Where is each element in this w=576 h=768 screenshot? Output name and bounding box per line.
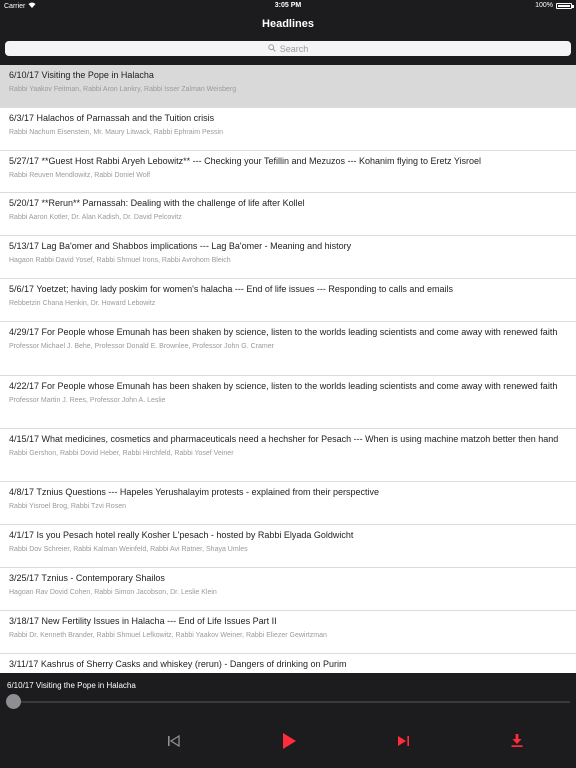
battery-percent: 100% <box>535 2 553 9</box>
list-item[interactable] <box>0 429 576 482</box>
item-title: 6/3/17 Halachos of Parnassah and the Tuition crisis <box>9 113 215 123</box>
previous-track-button[interactable] <box>165 735 181 751</box>
now-playing-title: 6/10/17 Visiting the Pope in Halacha <box>7 681 136 690</box>
item-speakers: Rabbi Dov Schreier, Rabbi Kalman Weinfeld, Rabbi Avi Ratner, Shaya Umles <box>9 546 248 553</box>
list-item[interactable] <box>0 568 576 611</box>
next-track-button[interactable] <box>395 735 411 751</box>
item-title: 3/25/17 Tznius - Contemporary Shailos <box>9 573 165 583</box>
play-button[interactable] <box>280 735 298 751</box>
item-speakers: Rabbi Aaron Kotler, Dr. Alan Kadish, Dr. David Pelcovitz <box>9 214 182 221</box>
list-item[interactable] <box>0 322 576 376</box>
item-title: 5/13/17 Lag Ba'omer and Shabbos implications --- Lag Ba'omer - Meaning and history <box>9 241 352 251</box>
item-speakers: Rabbi Dr. Kenneth Brander, Rabbi Shmuel Lefkowitz, Rabbi Yaakov Weiner, Rabbi Eliezer Gewirtzman <box>9 632 327 639</box>
battery-icon <box>556 3 572 9</box>
carrier-label: Carrier <box>4 2 26 10</box>
item-speakers: Rabbi Gershon, Rabbi Dovid Heber, Rabbi Hirchfeld, Rabbi Yosef Veiner <box>9 450 234 457</box>
list-item[interactable] <box>0 611 576 654</box>
skip-forward-icon <box>397 734 410 752</box>
navigation-bar <box>0 12 576 65</box>
page-title: Headlines <box>262 18 314 30</box>
list-item[interactable] <box>0 193 576 236</box>
item-title: 5/20/17 **Rerun** Parnassah: Dealing with the challenge of life after Kollel <box>9 198 305 208</box>
search-placeholder: Search <box>279 43 309 54</box>
list-item[interactable] <box>0 236 576 279</box>
skip-back-icon <box>167 734 180 752</box>
progress-track[interactable] <box>14 701 570 703</box>
item-title: 4/22/17 For People whose Emunah has been shaken by science, listen to the worlds leading scientists and come away with renewed faith <box>9 381 558 391</box>
list-item[interactable] <box>0 108 576 151</box>
item-speakers: Hagaon Rabbi David Yosef, Rabbi Shmuel Irons, Rabbi Avrohom Bleich <box>9 257 231 264</box>
item-title: 5/6/17 Yoetzet; having lady poskim for women's halacha --- End of life issues --- Responding to calls and emails <box>9 284 453 294</box>
item-title: 4/1/17 Is you Pesach hotel really Kosher L'pesach - hosted by Rabbi Elyada Goldwicht <box>9 530 354 540</box>
download-icon <box>511 734 523 752</box>
progress-slider-thumb[interactable] <box>6 694 21 709</box>
item-title: 6/10/17 Visiting the Pope in Halacha <box>9 70 154 80</box>
item-title: 3/18/17 New Fertility Issues in Halacha --- End of Life Issues Part II <box>9 616 277 626</box>
list-item[interactable] <box>0 65 576 108</box>
list-item[interactable] <box>0 525 576 568</box>
status-time: 3:05 PM <box>274 2 302 9</box>
item-speakers: Rabbi Yaakov Feitman, Rabbi Aron Lankry, Rabbi Isser Zalman Weisberg <box>9 86 237 93</box>
headline-list[interactable] <box>0 65 576 673</box>
item-speakers: Hagoan Rav Dovid Cohen, Rabbi Simon Jacobson, Dr. Leslie Klein <box>9 589 217 596</box>
item-speakers: Rebbetzin Chana Henkin, Dr. Howard Lebowitz <box>9 300 156 307</box>
item-speakers: Rabbi Yisroel Brog, Rabbi Tzvi Rosen <box>9 503 126 510</box>
audio-player <box>0 673 576 768</box>
item-speakers: Professor Michael J. Behe, Professor Donald E. Brownlee, Professor John G. Cramer <box>9 343 274 350</box>
search-icon <box>268 44 276 54</box>
item-title: 3/11/17 Kashrus of Sherry Casks and whiskey (rerun) - Dangers of drinking on Purim <box>9 659 347 669</box>
item-title: 4/29/17 For People whose Emunah has been shaken by science, listen to the worlds leading scientists and come away with renewed faith <box>9 327 558 337</box>
search-input[interactable] <box>5 41 571 56</box>
play-icon <box>282 733 296 754</box>
list-item[interactable] <box>0 376 576 429</box>
item-title: 5/27/17 **Guest Host Rabbi Aryeh Lebowitz** --- Checking your Tefillin and Mezuzos --- Kohanim flying to Eretz Yisroel <box>9 156 482 166</box>
item-speakers: Professor Martin J. Rees, Professor John A. Leslie <box>9 397 166 404</box>
status-bar <box>0 0 576 12</box>
download-button[interactable] <box>509 735 525 751</box>
list-item[interactable] <box>0 654 576 673</box>
list-item[interactable] <box>0 279 576 322</box>
list-item[interactable] <box>0 482 576 525</box>
item-speakers: Rabbi Nachum Eisenstein, Mr. Maury Litwack, Rabbi Ephraim Pessin <box>9 129 223 136</box>
item-speakers: Rabbi Reuven Mendlowitz, Rabbi Doniel Wolf <box>9 172 151 179</box>
item-title: 4/8/17 Tznius Questions --- Hapeles Yerushalayim protests - explained from their perspective <box>9 487 380 497</box>
list-item[interactable] <box>0 151 576 193</box>
status-right <box>535 2 572 9</box>
item-title: 4/15/17 What medicines, cosmetics and pharmaceuticals need a hechsher for Pesach --- When is using machine matzoh better then hand <box>9 434 559 444</box>
